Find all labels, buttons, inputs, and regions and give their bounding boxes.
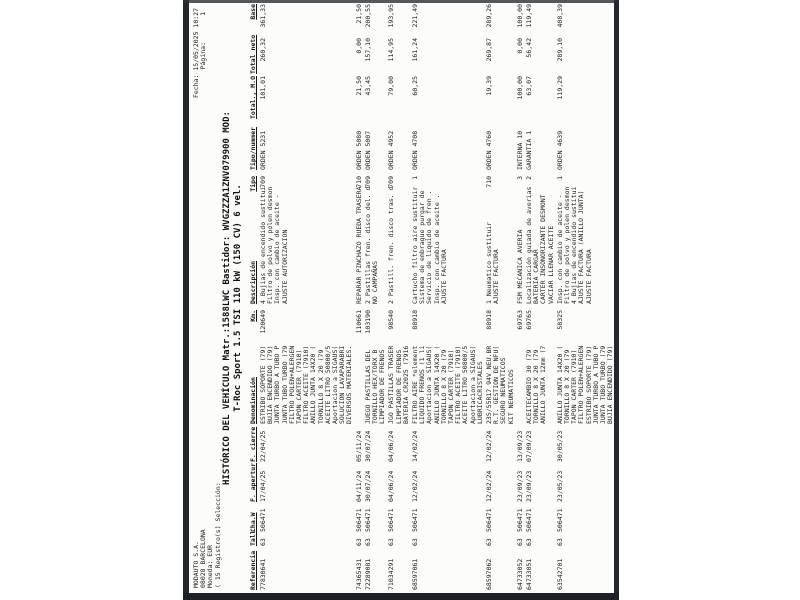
denominacion-line: DIVERSOS MATERIALES. <box>345 345 354 424</box>
cell-f_apertura: 30/07/24 <box>363 470 372 502</box>
cell-base: 200,55 <box>363 4 372 28</box>
descripcion-line: Filtro de polvo y polen desmon <box>562 186 571 304</box>
cell-tall: 63 <box>354 538 363 546</box>
cell-total_mo: 63,07 <box>524 76 533 96</box>
cell-cha: 506471 <box>515 508 524 532</box>
col-header-base: Base <box>249 4 257 20</box>
cell-tipo: 1 <box>555 176 564 180</box>
cell-total_neto: 161,24 <box>410 38 419 62</box>
descripcion-line: 4 Bujias de encendido sustitui <box>259 186 267 304</box>
page-edge-shadow-top <box>183 0 619 3</box>
cell-f_cierre: 07/09/23 <box>524 430 533 462</box>
cell-tall: 63 <box>524 538 533 546</box>
page-edge-shadow-left <box>183 0 189 600</box>
denominacion-line: 235/55R17 94V NEU.BR <box>484 345 493 424</box>
cell-km: 110661 <box>354 310 363 334</box>
denominacion-line: ANILLO JUNTA 12mm (7 <box>539 345 548 424</box>
descripcion-line: NO CAMPAÑAS <box>370 260 379 304</box>
company-line-3: ( 15 Registro(s) Selección: <box>213 482 222 588</box>
col-header-tipo: Tipo <box>249 176 257 192</box>
descripcion-line: CARTER INSONORIZANTE DESMONT <box>539 194 548 304</box>
cell-f_apertura: 12/02/24 <box>410 470 419 502</box>
cell-f_apertura: 17/04/25 <box>259 470 267 502</box>
cell-referencia: 68597061 <box>410 558 419 590</box>
cell-total_neto: 0,00 <box>354 38 363 54</box>
table-row-64733051 <box>526 4 557 592</box>
table-row-68597062 <box>486 4 517 592</box>
col-header-total_mo: Total., M.O <box>249 76 257 120</box>
cell-cha: 506471 <box>354 508 363 532</box>
denominacion-line: Aportacion a SIGAUS( <box>331 345 340 424</box>
denominacion-line: TAPON CARTER (7910) <box>446 349 455 424</box>
cell-tipo: 3 <box>515 176 524 180</box>
cell-base: 119,49 <box>524 4 533 28</box>
cell-tipo: 710 <box>354 176 363 188</box>
cell-total_neto: 260,32 <box>259 38 267 62</box>
denominacion-line: LIQUIDO FRENOS (1 li <box>418 345 427 424</box>
cell-total_neto: 157,10 <box>363 38 372 62</box>
cell-cha: 506471 <box>410 508 419 532</box>
denominacion-line: JUNTA TURBO A TUBO P <box>273 345 282 424</box>
denominacion-line: TORNILLO 8 X 20 (79 <box>532 349 541 424</box>
table-header-row <box>250 4 259 592</box>
col-header-cha: Cha.W <box>249 512 257 532</box>
descripcion-line: AJUSTE FACTURA <box>492 249 501 304</box>
descripcion-line: Servicio de liquido de fren . <box>425 190 434 304</box>
denominacion-line: SOLUCION LAVAPARABRI <box>338 345 347 424</box>
cell-referencia: 64733052 <box>515 558 524 590</box>
cell-descripcion <box>486 188 500 304</box>
denominacion-line: ANILLO JUNTA 14X20 ( <box>555 345 564 424</box>
denominacion-line: ESTRIBO SOPORTE (79) <box>584 345 593 424</box>
denominacion-line: TAPON CARTER (7910) <box>295 349 304 424</box>
cell-referencia: 74365431 <box>354 558 363 590</box>
cell-nummer: ORDEN 4639 <box>555 130 564 170</box>
cell-denominacion <box>412 340 484 424</box>
col-header-f_cierre: F. cierre <box>249 426 257 462</box>
denominacion-line: ACEITE LITRO 50800/5 <box>323 345 332 424</box>
cell-referencia: 71034291 <box>387 558 396 590</box>
cell-base: 100,00 <box>515 4 524 28</box>
page-number <box>200 8 207 148</box>
cell-tall: 63 <box>387 538 396 546</box>
cell-total_mo: 101,01 <box>259 76 267 100</box>
cell-nummer: ORDEN 4952 <box>387 130 396 170</box>
cell-referencia: 63542701 <box>555 558 564 590</box>
descripcion-line: Localización guiada de averias <box>524 186 533 304</box>
cell-cha: 506471 <box>524 508 533 532</box>
cell-tipo: 709 <box>363 176 372 188</box>
cell-nummer: ORDEN 5080 <box>354 130 363 170</box>
cell-nummer: ORDEN 5231 <box>259 130 267 170</box>
denominacion-line: JUNTA TURBO A TUBO P <box>591 345 600 424</box>
denominacion-line: JUNTA TUBO TURBO (79 <box>598 345 607 424</box>
descripcion-line: FSM MECANICA AVERIA <box>515 229 524 304</box>
table-row-72289081 <box>365 4 389 592</box>
cell-nummer: ORDEN 4760 <box>484 130 493 170</box>
denominacion-line: LIMPIADOR DE FRENOS <box>394 349 403 424</box>
descripcion-line: Cartucho filtro aire sustituir <box>410 186 419 304</box>
cell-total_neto: 0,00 <box>515 38 524 54</box>
denominacion-line: TORNILLO 8 X 20 (79 <box>562 349 571 424</box>
cell-nummer: ORDEN 5007 <box>363 130 372 170</box>
cell-cha: 506471 <box>259 508 267 532</box>
col-header-f_apertura: F. apertur <box>249 462 257 502</box>
table-body <box>260 4 616 592</box>
cell-descripcion <box>365 188 379 304</box>
descripcion-line: AJUSTE FACTURA (ANILLO JUNTA) <box>577 190 586 304</box>
cell-km: 103190 <box>363 310 372 334</box>
cell-tipo: 1 <box>410 176 419 180</box>
company-line-2: Moneda: EUR <box>206 544 215 588</box>
cell-tall: 63 <box>515 538 524 546</box>
report-title-line1: HISTÓRICO DEL VEHÍCULO Matr.:1588LWC Bastidor: WVGZZZA1ZNV079900 MOD: <box>222 111 232 485</box>
cell-f_cierre: 22/04/25 <box>259 430 267 462</box>
cell-km: 69763 <box>515 310 524 330</box>
cell-tipo: 709 <box>259 176 267 188</box>
cell-base: 408,39 <box>555 4 564 28</box>
cell-tipo: 710 <box>484 176 493 188</box>
denominacion-line: ACEITE LITRO 50800/5 <box>461 345 470 424</box>
denominacion-line: ESTRIBO SOPORTE (79) <box>259 345 267 424</box>
cell-cha: 506471 <box>484 508 493 532</box>
cell-tall: 63 <box>410 538 419 546</box>
cell-denominacion <box>260 340 354 424</box>
denominacion-line: BUJIA ENCENDIDO (79) <box>606 345 615 424</box>
descripcion-line: Insp. con cambio de aceite - <box>273 194 282 304</box>
company-address-block <box>193 482 222 588</box>
cell-tall: 63 <box>484 538 493 546</box>
cell-cha: 506471 <box>363 508 372 532</box>
cell-f_cierre: 14/02/24 <box>410 430 419 462</box>
cell-f_apertura: 23/09/23 <box>515 470 524 502</box>
denominacion-line: JUEGO PASTILLAS DEL <box>363 349 372 424</box>
cell-referencia: 72289081 <box>363 558 372 590</box>
cell-tall: 63 <box>363 538 372 546</box>
table-row-71034291 <box>388 4 412 592</box>
denominacion-line: BUJIA ENCENDIDO (79) <box>266 345 275 424</box>
cell-nummer: ORDEN 4708 <box>410 130 419 170</box>
denominacion-line: JUNTA TUBO TURBO (79 <box>280 345 289 424</box>
cell-total_neto: 289,10 <box>555 38 564 62</box>
descripcion-line: REPARAR PINCHAZO RUEDA TRASERA <box>354 186 363 304</box>
cell-descripcion <box>388 188 395 304</box>
cell-f_apertura: 12/02/24 <box>484 470 493 502</box>
denominacion-line: TORNILLO 8 X 20 (79 <box>439 349 448 424</box>
cell-nummer: INTERNA 10 <box>515 130 524 170</box>
pagina-value: 1 <box>199 12 208 16</box>
print-date <box>193 8 200 148</box>
rotated-report-content <box>191 4 615 592</box>
denominacion-line: Aportacion a SIGAUS( <box>468 345 477 424</box>
cell-f_cierre: 30/05/23 <box>555 430 564 462</box>
cell-tall: 63 <box>259 538 267 546</box>
cell-nummer: GARANTIA 1 <box>524 130 533 170</box>
cell-tall: 63 <box>555 538 564 546</box>
cell-denominacion <box>486 340 515 424</box>
page-edge-shadow-bottom <box>183 593 619 600</box>
cell-descripcion <box>412 188 448 304</box>
cell-denominacion <box>388 340 410 424</box>
descripcion-line: 2 Pastillas fren. disco del. d <box>363 186 372 304</box>
cell-total_mo: 19,39 <box>484 76 493 96</box>
cell-f_apertura: 23/09/23 <box>524 470 533 502</box>
denominacion-line: FILTRO AIRE *element <box>410 345 419 424</box>
col-header-tall: Tall <box>249 530 257 546</box>
cell-tipo: 2 <box>524 176 533 180</box>
denominacion-line: LUBRICACRISTALES <box>475 361 484 424</box>
cell-km: 58325 <box>555 310 564 330</box>
report-title-line2: T-Roc Sport 1.5 TSI 110 kW (150 CV) 6 vel. <box>233 184 243 412</box>
cell-total_mo: 21,50 <box>354 76 363 96</box>
cell-total_mo: 79,00 <box>387 76 396 96</box>
fecha-value: 15/05/2025 10:27 <box>192 8 200 71</box>
cell-denominacion <box>526 340 548 424</box>
cell-descripcion <box>517 188 524 304</box>
fecha-label: Fecha: <box>192 74 200 99</box>
cell-f_apertura: 04/06/24 <box>387 470 396 502</box>
cell-total_mo: 119,29 <box>555 76 564 100</box>
col-header-denominacion: Denominación <box>249 377 257 424</box>
denominacion-line: TAPON CARTER (7910) <box>570 349 579 424</box>
cell-base: 221,49 <box>410 4 419 28</box>
cell-base: 21,50 <box>354 4 363 24</box>
cell-km: 69765 <box>524 310 533 330</box>
cell-total_mo: 43,45 <box>363 76 372 96</box>
cell-referencia: 77830641 <box>259 558 267 590</box>
denominacion-line: TORNILLO 8 X 20 (79 <box>316 349 325 424</box>
cell-base: 289,26 <box>484 4 493 28</box>
col-header-nummer: Tipo/nummer <box>249 126 257 170</box>
descripcion-line: AJUSTE AUTORIZACION <box>280 229 289 304</box>
table-row-77830641 <box>260 4 356 592</box>
cell-referencia: 68597062 <box>484 558 493 590</box>
descripcion-line: Insp. con cambio de aceite - <box>555 194 564 304</box>
cell-total_neto: 56,42 <box>524 38 533 58</box>
descripcion-line: Insp. con cambio de aceite . <box>432 194 441 304</box>
descripcion-line: 1 Neumatico sustituir <box>484 221 493 304</box>
cell-denominacion <box>557 340 615 424</box>
cell-f_apertura: 23/05/23 <box>555 470 564 502</box>
cell-cha: 506471 <box>387 508 396 532</box>
denominacion-line: KIT NEUMATICOS <box>506 369 515 424</box>
print-meta-block <box>193 8 207 148</box>
descripcion-line: Sistema de embrague purgar de <box>418 190 427 304</box>
denominacion-line: JGO PASTILLAS TRASER <box>387 345 396 424</box>
denominacion-line: ANILLO JUNTA 14X20 ( <box>309 345 318 424</box>
cell-referencia: 64733051 <box>524 558 533 590</box>
cell-km: 98540 <box>387 310 396 330</box>
denominacion-line: ANILLO JUNTA 14X20 ( <box>432 345 441 424</box>
cell-cha: 506471 <box>555 508 564 532</box>
scanned-page <box>183 0 619 600</box>
descripcion-line: AJUSTE FACTURA <box>584 249 593 304</box>
cell-total_neto: 269,87 <box>484 38 493 62</box>
table-row-68597061 <box>412 4 486 592</box>
denominacion-line: TORNILLO HEX/TORX B <box>370 349 379 424</box>
cell-descripcion <box>526 188 555 304</box>
denominacion-line: R.T. GESTION DE NFU( <box>492 345 501 424</box>
cell-descripcion <box>356 188 363 304</box>
denominacion-line: FILTRO ACEITE (7910) <box>454 345 463 424</box>
descripcion-line: VACIAR LLENAR ACEITE <box>546 225 555 304</box>
cell-descripcion <box>557 188 593 304</box>
cell-total_mo: 100,00 <box>515 76 524 100</box>
denominacion-line: FILTRO POLEN+ALERGEN <box>287 345 296 424</box>
cell-tipo: 709 <box>387 176 396 188</box>
col-header-km: Km. <box>249 310 257 322</box>
cell-f_cierre: 12/02/24 <box>484 430 493 462</box>
col-header-descripcion: Descripción <box>249 260 257 304</box>
cell-denominacion <box>365 340 387 424</box>
cell-f_cierre: 04/06/24 <box>387 430 396 462</box>
col-header-referencia: Referencia <box>249 550 257 590</box>
descripcion-line: 4 Bujias de encendido sustitui <box>570 186 579 304</box>
denominacion-line: FILTRO POLEN+ALERGEN <box>577 345 586 424</box>
col-header-total_neto: Total neto <box>249 34 257 74</box>
cell-base: 193,95 <box>387 4 396 28</box>
cell-f_apertura: 04/11/24 <box>354 470 363 502</box>
company-line-0: MODAUTO S.A. <box>192 541 200 588</box>
descripcion-line: BATERIA CARGAR <box>532 249 541 304</box>
cell-base: 361,33 <box>259 4 267 28</box>
denominacion-line: ACEITECAMBIO 30 (79 <box>524 349 533 424</box>
cell-total_mo: 60,25 <box>410 76 419 96</box>
company-line-1: 08028 BARCELONA <box>199 529 208 588</box>
descripcion-line: Filtro de polvo y polen desmon <box>266 186 275 304</box>
denominacion-line: BATERIA CR2025 (7916 <box>401 345 410 424</box>
cell-km: 88918 <box>410 310 419 330</box>
table-row-63542701 <box>557 4 617 592</box>
denominacion-line: SEGURO NEUMATICOS <box>499 357 508 424</box>
denominacion-line: LIMPIADOR DE FRENOS <box>378 349 387 424</box>
cell-km: 88918 <box>484 310 493 330</box>
report-title <box>222 4 244 592</box>
denominacion-line: FILTRO ACEITE (7910) <box>302 345 311 424</box>
descripcion-line: 2 Pastill. fren. disco tras. d <box>387 186 396 304</box>
descripcion-line: AJUSTE FACTURA <box>439 249 448 304</box>
cell-f_cierre: 05/11/24 <box>354 430 363 462</box>
denominacion-line: Aportacion a SIGAUS( <box>425 345 434 424</box>
pagina-label: Página: <box>199 42 208 70</box>
cell-f_cierre: 13/09/23 <box>515 430 524 462</box>
cell-descripcion <box>260 188 289 304</box>
cell-f_cierre: 30/07/24 <box>363 430 372 462</box>
cell-total_neto: 114,95 <box>387 38 396 62</box>
cell-km: 120649 <box>259 310 267 334</box>
